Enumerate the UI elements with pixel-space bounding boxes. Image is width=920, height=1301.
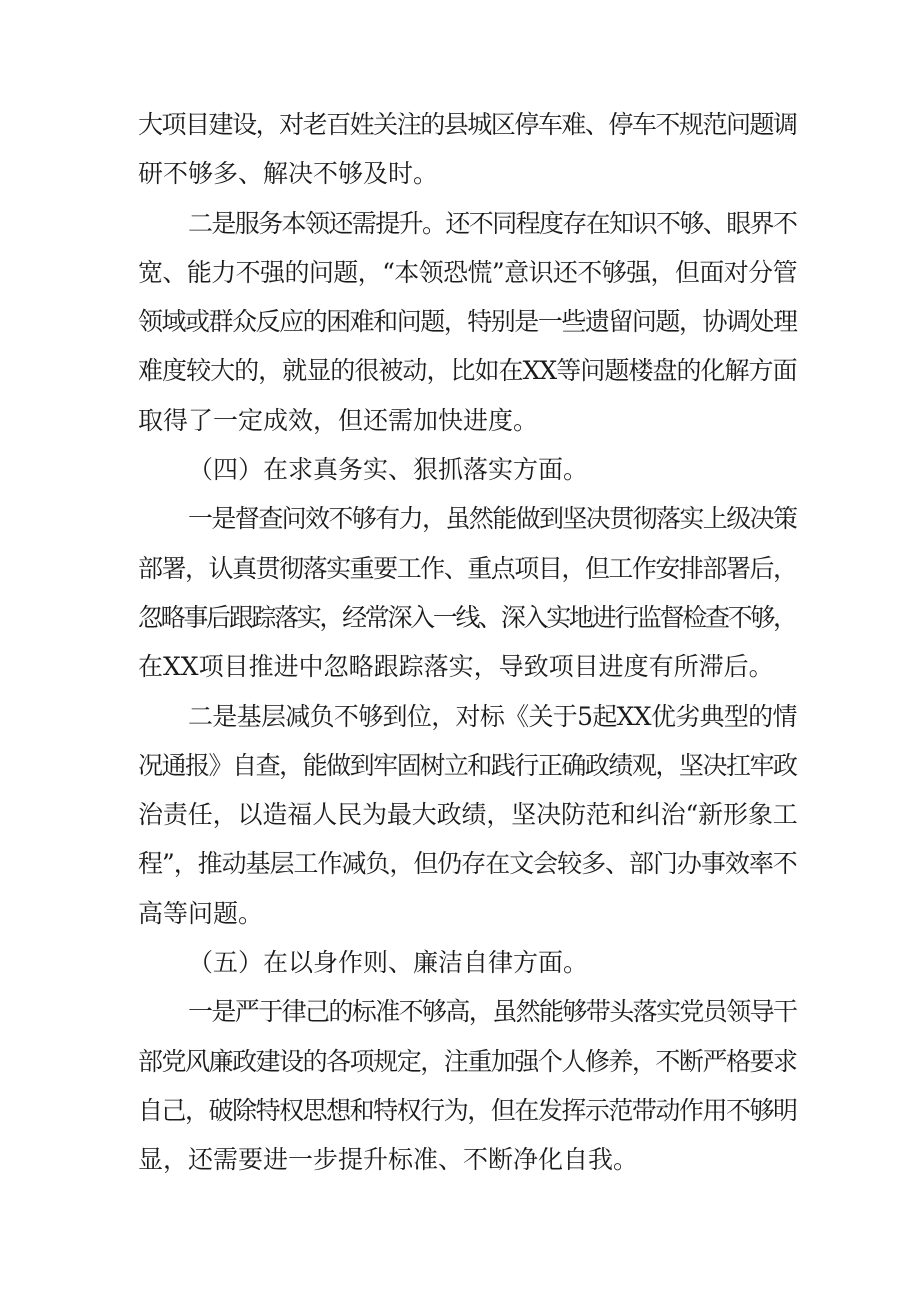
text-line: 部署，认真贯彻落实重要工作、重点项目，但工作安排部署后， [138,553,797,583]
text-line: 治责任，以造福人民为最大政绩，坚决防范和纠治“新形象工 [138,800,798,830]
text-line: 显，还需要进一步提升标准、不断净化自我。 [138,1145,639,1175]
section-heading [138,938,798,987]
text-line: 难度较大的，就显的很被动，比如在XX等问题楼盘的化解方面 [138,356,797,386]
text-line: 研不够多、解决不够及时。 [138,159,439,189]
text-line: （五）在以身作则、廉洁自律方面。 [188,948,589,978]
text-line: 程”，推动基层工作减负，但仍存在文会较多、部门办事效率不 [138,849,797,879]
text-line: 在XX项目推进中忽略跟踪落实，导致项目进度有所滞后。 [138,652,774,682]
section-heading [138,445,798,494]
text-line: 高等问题。 [138,898,264,928]
text-line: （四）在求真务实、狠抓落实方面。 [188,455,589,485]
body-paragraph [138,100,798,199]
text-line: 自己，破除特权思想和特权行为，但在发挥示范带动作用不够明 [138,1095,797,1125]
text-line: 一是督查问效不够有力，虽然能做到坚决贯彻落实上级决策 [188,504,797,534]
text-line: 部党风廉政建设的各项规定，注重加强个人修养，不断严格要求 [138,1046,797,1076]
text-line: 宽、能力不强的问题，“本领恐慌”意识还不够强，但面对分管 [138,257,797,287]
text-line: 一是严于律己的标准不够高，虽然能够带头落实党员领导干 [188,997,797,1027]
document-body [138,100,798,1185]
text-line: 二是服务本领还需提升。还不同程度存在知识不够、眼界不 [188,208,797,238]
text-line: 况通报》自查，能做到牢固树立和践行正确政绩观，坚决扛牢政 [138,750,797,780]
text-line: 领域或群众反应的困难和问题，特别是一些遗留问题，协调处理 [138,307,797,337]
text-line: 忽略事后跟踪落实，经常深入一线、深入实地进行监督检查不够， [138,602,796,632]
text-line: 大项目建设，对老百姓关注的县城区停车难、停车不规范问题调 [138,110,797,139]
text-line: 取得了一定成效，但还需加快进度。 [138,405,539,435]
body-paragraph [138,199,798,445]
body-paragraph [138,692,798,938]
body-paragraph [138,494,798,691]
text-line: 二是基层减负不够到位，对标《关于5起XX优劣典型的情 [188,701,797,731]
body-paragraph [138,987,798,1184]
